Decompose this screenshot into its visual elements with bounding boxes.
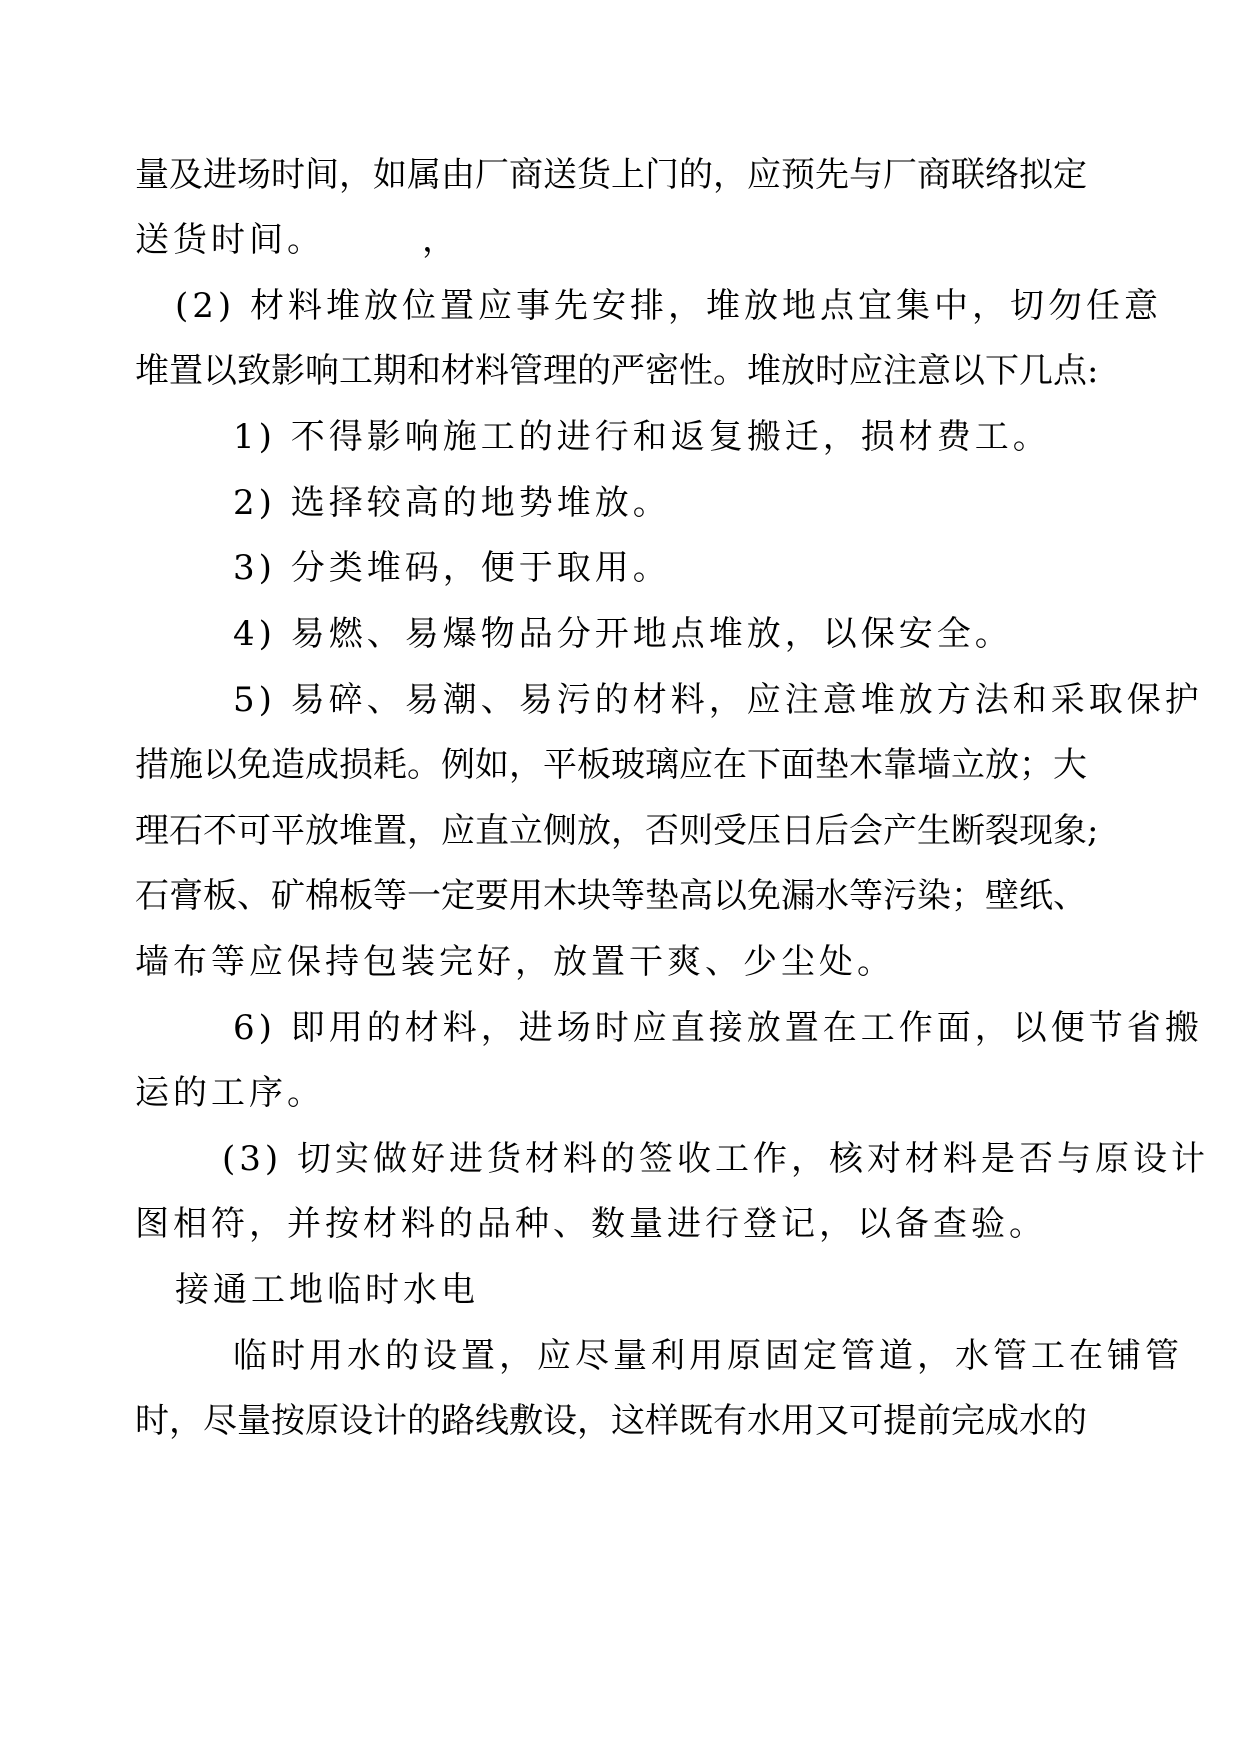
paragraph-line-13: 墙布等应保持包装完好，放置干爽、少尘处。 <box>135 942 895 982</box>
list-item-1: 1) 不得影响施工的进行和返复搬迁，损材费工。 <box>233 417 1051 457</box>
list-item-4: 4) 易燃、易爆物品分开地点堆放，以保安全。 <box>233 614 1013 654</box>
list-item-6: 6) 即用的材料，进场时应直接放置在工作面，以便节省搬 <box>233 1008 1203 1048</box>
paragraph-line-3: (2) 材料堆放位置应事先安排，堆放地点宜集中，切勿任意 <box>175 286 1162 326</box>
paragraph-line-4: 堆置以致影响工期和材料管理的严密性。堆放时应注意以下几点: <box>135 351 1099 391</box>
paragraph-line-1: 量及进场时间，如属由厂商送货上门的，应预先与厂商联络拟定 <box>135 155 1087 195</box>
paragraph-line-15: 运的工序。 <box>135 1073 325 1113</box>
paragraph-line-20: 时，尽量按原设计的路线敷设，这样既有水用又可提前完成水的 <box>135 1401 1087 1441</box>
list-item-3: 3) 分类堆码，便于取用。 <box>233 548 671 588</box>
list-item-2: 2) 选择较高的地势堆放。 <box>233 483 671 523</box>
section-heading: 接通工地临时水电 <box>175 1270 479 1310</box>
list-item-5: 5) 易碎、易潮、易污的材料，应注意堆放方法和采取保护 <box>233 680 1203 720</box>
paragraph-line-17: 图相符，并按材料的品种、数量进行登记，以备查验。 <box>135 1204 1047 1244</box>
paragraph-line-10: 措施以免造成损耗。例如，平板玻璃应在下面垫木靠墙立放；大 <box>135 745 1087 785</box>
paragraph-line-2: 送货时间。 ， <box>135 220 460 260</box>
paragraph-line-19: 临时用水的设置，应尽量利用原固定管道，水管工在铺管 <box>233 1336 1183 1376</box>
paragraph-line-16: (3) 切实做好进货材料的签收工作，核对材料是否与原设计 <box>222 1139 1209 1179</box>
paragraph-line-11: 理石不可平放堆置，应直立侧放，否则受压日后会产生断裂现象; <box>135 811 1099 851</box>
paragraph-line-12: 石膏板、矿棉板等一定要用木块等垫高以免漏水等污染；壁纸、 <box>135 876 1087 916</box>
